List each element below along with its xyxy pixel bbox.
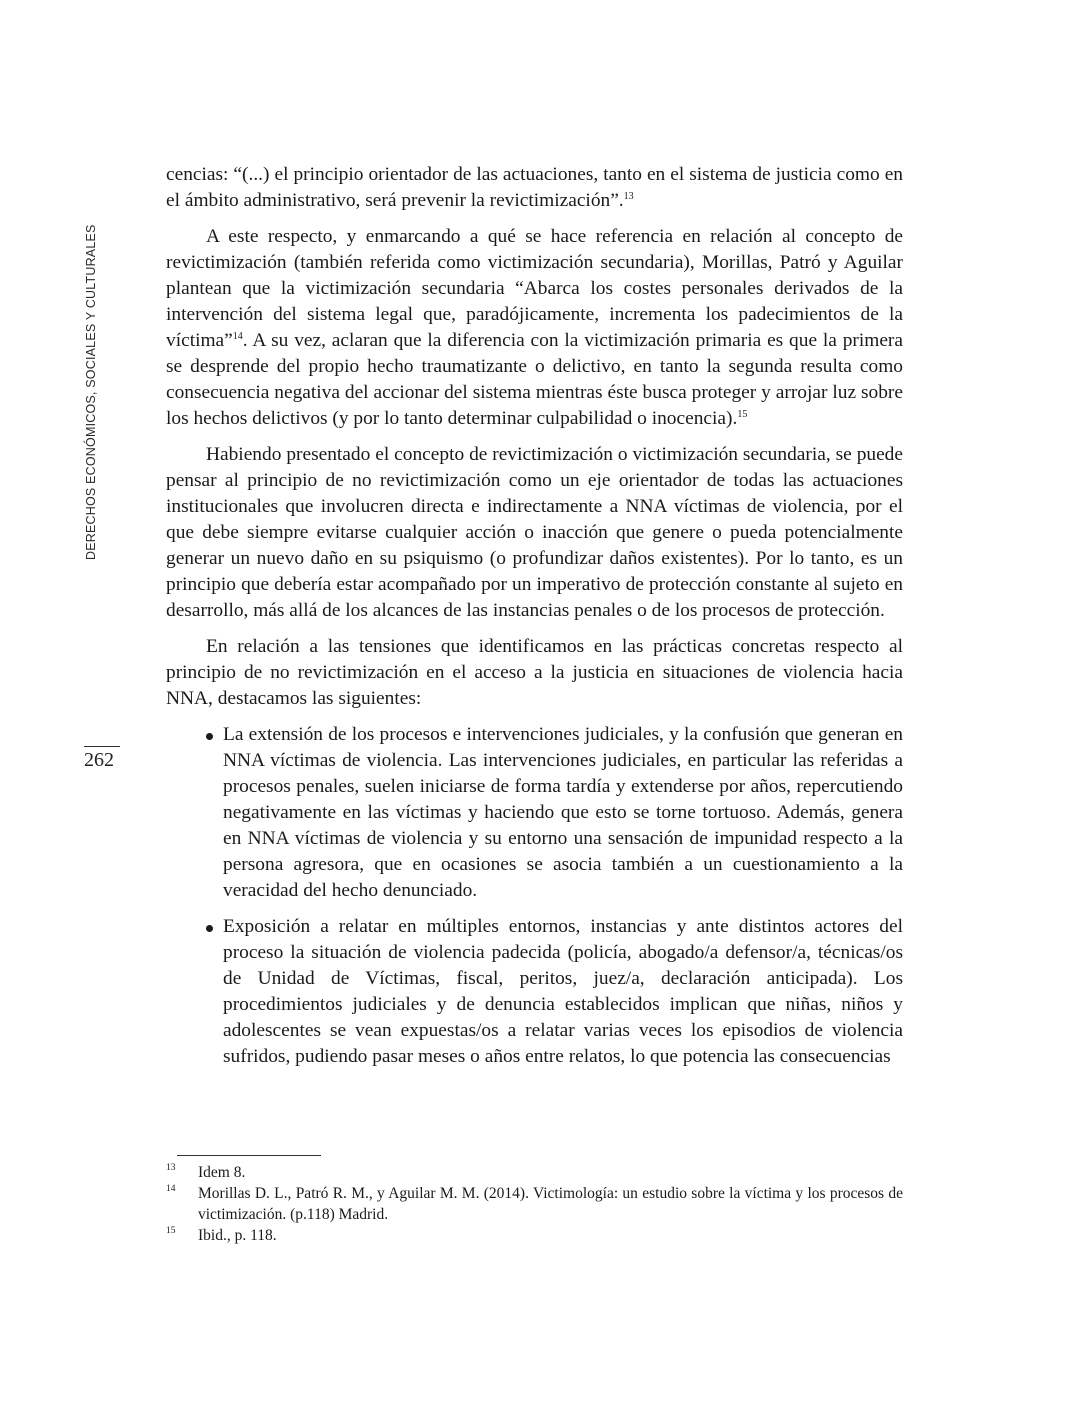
paragraph-3: Habiendo presentado el concepto de revictimización o victimización secundaria, se puede pensar al principio de no revictimización como un eje orientador de todas las actuaciones institucionales que involucren directa e indirectamente a NNA víctimas de violencia, por el que debe siempre evitarse cualquier acción o inacción que genere o pueda potencialmente generar un nuevo daño en su psiquismo (o profundizar daños existentes). Por lo tanto, es un principio que debería estar acompañado por un imperativo de protección constante al sujeto en desarrollo, más allá de los alcances de las instancias penales o de los procesos de protección. <box>166 444 903 621</box>
paragraph-2: A este respecto, y enmarcando a qué se hace referencia en relación al concepto de revictimización (también referida como victimización secundaria), Morillas, Patró y Aguilar plantean que la victimización secundaria “Abarca los costes personales derivados de la intervención del sistema legal que, paradójicamente, incrementa los padecimientos de la víctima”$^{14}$. A su vez, aclaran que la diferencia con la victimización primaria es que la primera se desprende del propio hecho traumatizante o delictivo, en tanto la segunda resulta como consecuencia negativa del accionar del sistema mientras éste busca proteger y arrojar luz sobre los hechos delictivos (y por lo tanto determinar culpabilidad o inocencia).$^{15}$ <box>166 226 903 429</box>
footnotes <box>166 1162 903 1246</box>
bullet-icon <box>206 733 213 740</box>
list-item: La extensión de los procesos e intervenciones judiciales, y la confusión que generan en NNA víctimas de violencia. Las intervenciones judiciales, en particular las referidas a procesos penales, suelen iniciarse de forma tardía y extenderse por años, repercutiendo negativamente en las víctimas y haciendo que esto se torne tortuoso. Además, genera en NNA víctimas de violencia y su entorno una sensación de impunidad respecto a la persona agresora, que en ocasiones se asocia también a un cuestionamiento a la veracidad del hecho denunciado. <box>223 722 903 904</box>
paragraph-1: cencias: “(...) el principio orientador de las actuaciones, tanto en el sistema de justicia como en el ámbito administrativo, será prevenir la revictimización”.$^{13}$ <box>166 164 903 211</box>
footnote-ref-15[interactable]: 15 <box>737 409 748 420</box>
footnote-number: 13 <box>166 1163 176 1173</box>
page-number-rule <box>84 746 120 747</box>
page-number: 262 <box>84 749 114 771</box>
bullet-icon <box>206 925 213 932</box>
footnote-ref-13[interactable]: 13 <box>623 191 634 202</box>
paragraph-4: En relación a las tensiones que identificamos en las prácticas concretas respecto al principio de no revictimización en el acceso a la justicia en situaciones de violencia hacia NNA, destacamos las siguientes: <box>166 636 903 709</box>
footnote-number: 14 <box>166 1184 176 1194</box>
footnote-13: 13 Idem 8. <box>166 1162 903 1183</box>
footnote-15: 15 Ibid., p. 118. <box>166 1225 903 1246</box>
footnote-14: 14 Morillas D. L., Patró R. M., y Aguilar M. M. (2014). Victimología: un estudio sobre la víctima y los procesos de victimización. (p.118) Madrid. <box>166 1183 903 1225</box>
bullet-list <box>166 722 903 1070</box>
running-header-vertical: DERECHOS ECONÓMICOS, SOCIALES Y CULTURALES <box>84 224 98 560</box>
footnote-number: 15 <box>166 1226 176 1236</box>
footnote-separator <box>177 1155 321 1156</box>
main-text <box>166 162 903 1080</box>
footnote-ref-14[interactable]: 14 <box>232 331 243 342</box>
list-item: Exposición a relatar en múltiples entornos, instancias y ante distintos actores del proceso la situación de violencia padecida (policía, abogado/a defensor/a, técnicas/os de Unidad de Víctimas, fiscal, peritos, juez/a, declaración anticipada). Los procedimientos judiciales y de denuncia establecidos implican que niñas, niños y adolescentes se vean expuestas/os a relatar varias veces los episodios de violencia sufridos, pudiendo pasar meses o años entre relatos, lo que potencia las consecuencias <box>223 914 903 1070</box>
